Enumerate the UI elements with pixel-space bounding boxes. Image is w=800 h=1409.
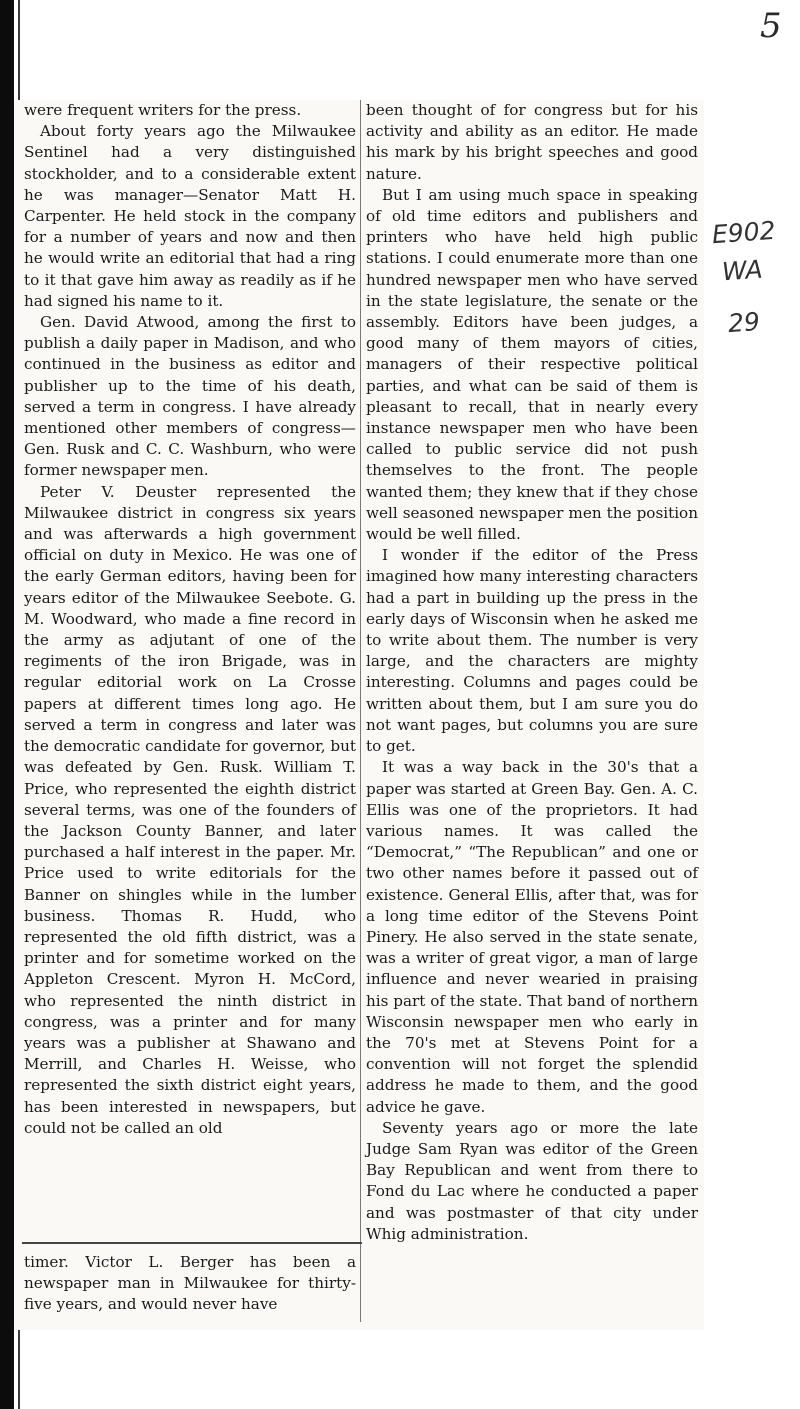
paragraph: Seventy years ago or more the late Judge Sam Ryan was editor of the Green Bay Republican and went from there to Fond du Lac where he conducted a paper and was postmaster of that city under Whig administration. bbox=[366, 1118, 698, 1243]
paragraph: About forty years ago the Milwaukee Sentinel had a very distinguished stockholder, and to a considerable extent he was manager—Senator Matt H. Carpenter. He held stock in the company for a number of years and now and then he would write an editorial that had a ring to it that gave him away as readily as if he had signed his name to it. bbox=[24, 122, 356, 310]
paragraph: I wonder if the editor of the Press imagined how many interesting characters had a part in building up the press in the early days of Wisconsin when he asked me to write about them. The number is very large, and the characters are mighty interesting. Columns and pages could be written about them, but I am sure you do not want pages, but columns you are sure to get. bbox=[366, 546, 698, 756]
paragraph: It was a way back in the 30's that a paper was started at Green Bay. Gen. A. C. Ellis was one of the proprietors. It had various names. It was called the “Democrat,” “The Republican” and one or two other names before it passed out of existence. General Ellis, after that, was for a long time editor of the Stevens Point Pinery. He also served in the state senate, was a writer of great vigor, a man of large influence and never wearied in praising his part of the state. That band of northern Wisconsin newspaper men who early in the 70's met at Stevens Point for a convention will not forget the splendid address he made to them, and the good advice he gave. bbox=[366, 758, 698, 1116]
right-column bbox=[366, 100, 698, 1245]
page-number: 5 bbox=[760, 6, 782, 46]
margin-note-state: WA bbox=[721, 254, 764, 287]
paragraph: But I am using much space in speaking of old time editors and publishers and printers who have held high public stations. I could enumerate more than one hundred newspaper men who have served in the state legislature, the senate or the assembly. Editors have been judges, a good many of them mayors of cities, managers of their respective political parties, and what can be said of them is pleasant to recall, that in nearly every instance newspaper men who have been called to public service did not push themselves to the front. The people wanted them; they knew that if they chose well seasoned newspaper men the position would be well filled. bbox=[366, 185, 698, 544]
paragraph: Peter V. Deuster represented the Milwaukee district in congress six years and was afterwards a high government official on duty in Mexico. He was one of the early German editors, having been for years editor of the Milwaukee Seebote. G. M. Woodward, who made a fine record in the army as adjutant of one of the regiments of the iron Brigade, was in regular editorial work on La Crosse papers at different times long ago. He served a term in congress and later was the democratic candidate for governor, but was defeated by Gen. Rusk. William T. Price, who represented the eighth district several terms, was one of the founders of the Jackson County Banner, and later purchased a half interest in the paper. Mr. Price used to write editorials for the Banner on shingles while in the lumber business. Thomas R. Hudd, who represented the old fifth district, was a printer and for sometime worked on the Appleton Crescent. Myron H. McCord, who represented the ninth district in congress, was a printer and for many years was a publisher at Shawano and Merrill, and Charles H. Weisse, who represented the sixth district eight years, has been interested in newspapers, but could not be called an old bbox=[24, 482, 357, 1137]
paragraph: been thought of for congress but for his activity and ability as an editor. He made his mark by his bright speeches and good nature. bbox=[366, 101, 698, 183]
margin-note-archive-code: E902 bbox=[711, 215, 777, 250]
left-column bbox=[24, 100, 356, 1139]
paragraph: timer. Victor L. Berger has been a newspaper man in Milwaukee for thirty-five years, and would never have bbox=[24, 1253, 356, 1314]
left-column-continuation bbox=[24, 1252, 356, 1316]
clipping-cut-line bbox=[22, 1242, 362, 1244]
paragraph: were frequent writers for the press. bbox=[24, 101, 302, 119]
paragraph: Gen. David Atwood, among the first to publish a daily paper in Madison, and who continued in the business as editor and publisher up to the time of his death, served a term in congress. I have already mentioned other members of congress—Gen. Rusk and C. C. Washburn, who were former newspaper men. bbox=[24, 313, 356, 480]
newspaper-clipping bbox=[14, 100, 704, 1330]
column-rule bbox=[360, 100, 361, 1322]
binding-shadow bbox=[0, 0, 14, 1409]
margin-note-number: 29 bbox=[727, 306, 761, 339]
